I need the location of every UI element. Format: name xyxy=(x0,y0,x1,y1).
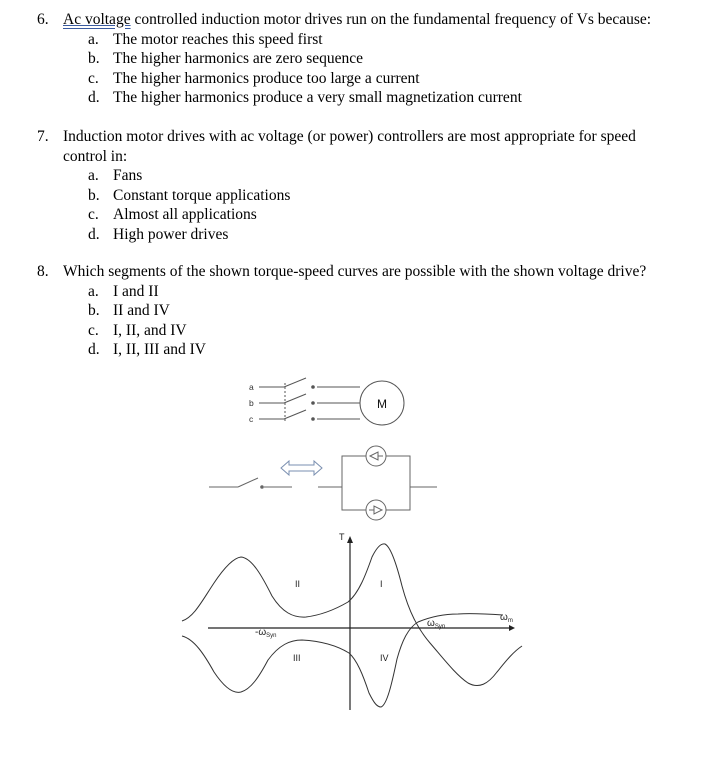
torque-speed-plot xyxy=(182,532,522,710)
option-letter: b. xyxy=(88,186,100,204)
switch-a-contact xyxy=(312,386,315,389)
option-text: Constant torque applications xyxy=(113,186,291,204)
option-letter: c. xyxy=(88,321,99,339)
phase-label-b: b xyxy=(249,398,254,408)
switch-b-contact xyxy=(312,402,315,405)
stem-text: controlled induction motor drives run on the fundamental frequency of Vs because: xyxy=(130,11,652,28)
quadrant-label-iv: IV xyxy=(380,653,389,663)
option-letter: d. xyxy=(88,89,100,106)
option-letter: a. xyxy=(88,30,99,48)
stem-underlined: Ac voltage xyxy=(63,11,131,28)
torque-arrow-icon xyxy=(347,536,353,543)
option-letter: d. xyxy=(88,225,100,243)
switch-blade xyxy=(238,478,258,487)
omega-syn-subscript: Syn xyxy=(434,624,446,630)
switch-contact xyxy=(261,486,264,489)
option-letter: c. xyxy=(88,206,99,223)
option-text: Almost all applications xyxy=(113,206,257,223)
quadrant-label-iii: III xyxy=(293,653,301,663)
question-stem: Induction motor drives with ac voltage (or power) controllers are most appropriate for speed control in: xyxy=(63,128,636,165)
option-letter: c. xyxy=(88,69,99,87)
question-number: 6. xyxy=(37,11,49,28)
quadrant-label-i: I xyxy=(380,579,383,589)
motoring-curve xyxy=(182,544,522,686)
neg-omega-syn-label xyxy=(255,627,276,639)
phase-label-c: c xyxy=(249,414,254,424)
omega-axis-label xyxy=(500,612,513,624)
option-letter: a. xyxy=(88,167,99,184)
switch-a-blade xyxy=(284,378,306,387)
option-letter: b. xyxy=(88,50,100,67)
question-number: 8. xyxy=(37,263,49,280)
question-number: 7. xyxy=(37,128,49,145)
option-letter: a. xyxy=(88,282,99,300)
option-text: The motor reaches this speed first xyxy=(113,30,323,48)
omega-syn-label xyxy=(427,618,445,630)
option-text: Fans xyxy=(113,167,143,184)
ac-controller-circuit xyxy=(209,446,437,520)
omega-symbol: ω xyxy=(500,612,508,623)
option-text: I and II xyxy=(113,282,159,300)
switch-c-contact xyxy=(312,418,315,421)
option-letter: b. xyxy=(88,302,100,319)
omega-subscript: m xyxy=(507,618,513,624)
switch-c-blade xyxy=(284,410,306,419)
omega-arrow-icon xyxy=(509,625,515,631)
option-letter: d. xyxy=(88,341,100,358)
option-text: I, II, and IV xyxy=(113,321,187,339)
neg-omega-syn-symbol: -ω xyxy=(255,627,267,638)
question-stem: Which segments of the shown torque-speed curves are possible with the shown voltage drive? xyxy=(63,263,647,280)
option-text: The higher harmonics produce a very small magnetization current xyxy=(113,89,522,106)
quadrant-label-ii: II xyxy=(295,579,301,589)
omega-syn-symbol: ω xyxy=(427,618,435,629)
equivalence-arrow-icon xyxy=(281,461,322,475)
option-text: High power drives xyxy=(113,225,229,243)
option-text: I, II, III and IV xyxy=(113,341,206,358)
option-text: II and IV xyxy=(113,302,170,319)
switch-b-blade xyxy=(284,394,306,403)
motor-label: M xyxy=(377,397,387,411)
option-text: The higher harmonics produce too large a current xyxy=(113,69,420,87)
option-text: The higher harmonics are zero sequence xyxy=(113,50,364,67)
phase-label-a: a xyxy=(249,382,254,392)
neg-omega-syn-subscript: Syn xyxy=(266,633,277,639)
three-phase-circuit xyxy=(249,378,404,425)
torque-axis-label: T xyxy=(339,532,345,542)
